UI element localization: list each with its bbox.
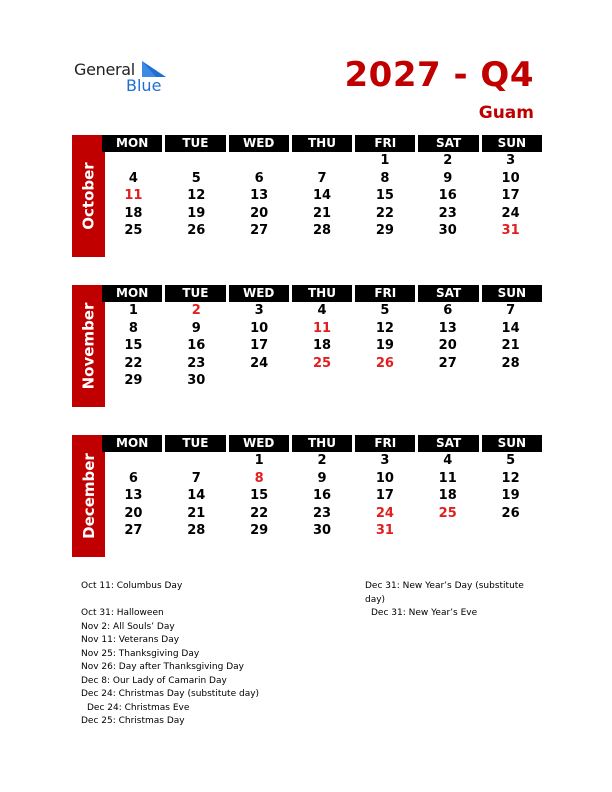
day-cell: 19 xyxy=(187,205,206,221)
empty-day-cell xyxy=(228,152,291,170)
day-cell: 12 xyxy=(501,470,520,486)
day-cell: 16 xyxy=(438,188,457,203)
day-cell: 24 xyxy=(250,355,269,371)
empty-day-cell xyxy=(353,372,416,390)
day-cell: 27 xyxy=(438,355,457,371)
holiday-note: Nov 26: Day after Thanksgiving Day xyxy=(81,662,244,672)
weekday-fri: FRI xyxy=(355,285,418,302)
day-cell: 29 xyxy=(250,523,269,538)
empty-day-cell xyxy=(228,372,291,390)
day-cell: 11 xyxy=(124,188,143,203)
weekday-tue: TUE xyxy=(165,285,228,302)
day-cell: 4 xyxy=(443,453,453,468)
day-cell: 6 xyxy=(443,303,453,318)
day-cell: 19 xyxy=(375,338,394,353)
day-cell: 2 xyxy=(191,303,201,318)
weekday-thu: THU xyxy=(292,135,355,152)
holiday-note: Nov 2: All Souls’ Day xyxy=(81,621,175,632)
empty-day-cell xyxy=(416,522,479,540)
day-cell: 7 xyxy=(317,170,327,186)
week-row xyxy=(102,337,542,355)
holiday-note xyxy=(81,594,281,608)
empty-day-cell xyxy=(165,452,228,470)
weekday-sun: SUN xyxy=(497,286,527,300)
day-cell: 9 xyxy=(443,170,453,186)
day-cell: 17 xyxy=(375,488,394,503)
day-cell: 20 xyxy=(438,338,457,353)
day-cell: 3 xyxy=(380,453,390,468)
month-grid xyxy=(102,135,542,240)
day-cell: 17 xyxy=(501,188,520,203)
day-cell: 8 xyxy=(128,320,138,336)
weekday-thu: THU xyxy=(292,285,355,302)
day-cell: 15 xyxy=(250,488,269,503)
day-cell: 6 xyxy=(254,170,264,186)
empty-day-cell xyxy=(416,372,479,390)
empty-day-cell xyxy=(102,152,165,170)
day-cell: 23 xyxy=(312,505,332,521)
day-cell: 28 xyxy=(312,223,332,238)
week-row xyxy=(102,302,542,320)
day-cell: 25 xyxy=(438,505,457,521)
day-cell: 18 xyxy=(312,338,332,353)
week-row xyxy=(102,320,542,338)
weekday-thu: THU xyxy=(292,435,355,452)
week-row xyxy=(102,522,542,540)
month-name: December xyxy=(79,453,98,539)
month-name: October xyxy=(79,162,98,230)
month-grid xyxy=(102,435,542,540)
day-cell: 8 xyxy=(254,470,264,486)
day-cell: 4 xyxy=(317,303,327,318)
day-cell: 20 xyxy=(250,205,269,221)
week-row xyxy=(102,487,542,505)
week-row xyxy=(102,205,542,223)
day-cell: 13 xyxy=(250,188,269,203)
weekday-sun: SUN xyxy=(497,136,527,150)
day-cell: 5 xyxy=(506,453,516,468)
day-cell: 15 xyxy=(124,338,143,353)
weekday-wed: WED xyxy=(229,135,292,152)
day-cell: 6 xyxy=(128,470,138,486)
day-cell: 16 xyxy=(312,488,332,503)
empty-day-cell xyxy=(479,372,542,390)
day-cell: 10 xyxy=(375,470,394,486)
day-cell: 26 xyxy=(501,505,520,521)
day-cell: 14 xyxy=(187,488,206,503)
day-cell: 14 xyxy=(312,188,332,203)
day-cell: 26 xyxy=(187,223,206,238)
holiday-note: Nov 11: Veterans Day xyxy=(81,635,180,645)
day-cell: 1 xyxy=(254,453,264,468)
weekday-fri: FRI xyxy=(355,435,418,452)
day-cell: 25 xyxy=(312,355,332,371)
day-cell: 5 xyxy=(380,303,390,318)
day-cell: 15 xyxy=(375,188,394,203)
day-cell: 11 xyxy=(438,470,457,486)
empty-day-cell xyxy=(102,452,165,470)
day-cell: 7 xyxy=(506,303,516,318)
day-cell: 7 xyxy=(191,470,201,486)
week-row xyxy=(102,452,542,470)
holiday-note: Oct 31: Halloween xyxy=(81,608,164,618)
week-row xyxy=(102,372,542,390)
day-cell: 10 xyxy=(250,320,269,336)
day-cell: 20 xyxy=(124,505,143,521)
day-cell: 24 xyxy=(375,505,394,521)
page-subtitle: Guam xyxy=(478,103,534,123)
holiday-notes-right xyxy=(365,580,545,621)
holiday-note: Dec 31: New Year’s Day (substitute day) xyxy=(365,581,524,605)
logo-triangle-icon xyxy=(142,61,166,77)
day-cell: 3 xyxy=(506,153,516,168)
month-label-tab xyxy=(72,435,105,557)
day-cell: 4 xyxy=(128,170,138,186)
week-row xyxy=(102,170,542,188)
day-cell: 22 xyxy=(124,355,143,371)
weekday-sat: SAT xyxy=(418,285,481,302)
day-cell: 11 xyxy=(312,320,332,336)
holiday-notes-left xyxy=(81,580,281,729)
day-cell: 27 xyxy=(250,223,269,238)
day-cell: 29 xyxy=(124,373,143,388)
weekday-mon: MON xyxy=(102,435,165,452)
day-cell: 31 xyxy=(501,223,520,238)
day-cell: 27 xyxy=(124,523,143,538)
day-cell: 22 xyxy=(375,205,394,221)
weekday-header xyxy=(102,285,542,302)
weekday-sun: SUN xyxy=(497,436,527,450)
weekday-sat: SAT xyxy=(418,435,481,452)
day-cell: 21 xyxy=(312,205,332,221)
day-cell: 1 xyxy=(380,153,390,168)
day-cell: 21 xyxy=(501,338,520,353)
day-cell: 10 xyxy=(501,170,520,186)
month-name: November xyxy=(79,302,98,390)
day-cell: 24 xyxy=(501,205,520,221)
week-row xyxy=(102,470,542,488)
holiday-note: Oct 11: Columbus Day xyxy=(81,581,183,591)
empty-day-cell xyxy=(479,522,542,540)
day-cell: 22 xyxy=(250,505,269,521)
holiday-note: Dec 25: Christmas Day xyxy=(81,716,185,726)
week-row xyxy=(102,222,542,240)
week-row xyxy=(102,187,542,205)
day-cell: 12 xyxy=(375,320,394,336)
month-november xyxy=(72,285,542,407)
weekday-sat: SAT xyxy=(418,135,481,152)
logo-text-blue: Blue xyxy=(126,76,162,95)
empty-day-cell xyxy=(291,152,354,170)
day-cell: 30 xyxy=(438,223,457,238)
day-cell: 28 xyxy=(187,523,206,538)
day-cell: 14 xyxy=(501,320,520,336)
page-title: 2027 - Q4 xyxy=(344,55,534,95)
month-october xyxy=(72,135,542,257)
weekday-header xyxy=(102,435,542,452)
day-cell: 30 xyxy=(187,373,206,388)
weekday-fri: FRI xyxy=(355,135,418,152)
day-cell: 29 xyxy=(375,223,394,238)
day-cell: 17 xyxy=(250,338,269,353)
day-cell: 2 xyxy=(317,453,327,468)
day-cell: 9 xyxy=(317,470,327,486)
empty-day-cell xyxy=(165,152,228,170)
day-cell: 13 xyxy=(124,488,143,503)
empty-day-cell xyxy=(291,372,354,390)
holiday-note: Dec 8: Our Lady of Camarin Day xyxy=(81,675,227,686)
day-cell: 3 xyxy=(254,303,264,318)
holiday-note: Nov 25: Thanksgiving Day xyxy=(81,648,200,659)
week-row xyxy=(102,152,542,170)
day-cell: 28 xyxy=(501,355,520,371)
day-cell: 16 xyxy=(187,338,206,353)
day-cell: 30 xyxy=(312,523,332,538)
day-cell: 1 xyxy=(128,303,138,318)
weekday-wed: WED xyxy=(229,435,292,452)
day-cell: 19 xyxy=(501,488,520,503)
logo-text-general: General xyxy=(74,60,135,79)
day-cell: 5 xyxy=(191,170,201,186)
holiday-note: Dec 31: New Year’s Eve xyxy=(371,608,478,618)
month-label-tab xyxy=(72,135,105,257)
month-grid xyxy=(102,285,542,390)
week-row xyxy=(102,505,542,523)
day-cell: 21 xyxy=(187,505,206,521)
day-cell: 12 xyxy=(187,188,206,203)
weekday-mon: MON xyxy=(102,285,165,302)
day-cell: 18 xyxy=(438,488,457,503)
day-cell: 26 xyxy=(375,355,394,371)
month-label-tab xyxy=(72,285,105,407)
holiday-note: Dec 24: Christmas Day (substitute day) xyxy=(81,689,260,699)
day-cell: 9 xyxy=(191,320,201,336)
day-cell: 31 xyxy=(375,523,394,538)
holiday-note: Dec 24: Christmas Eve xyxy=(87,702,190,713)
weekday-tue: TUE xyxy=(165,135,228,152)
brand-logo xyxy=(74,60,174,96)
day-cell: 23 xyxy=(187,355,206,371)
day-cell: 8 xyxy=(380,170,390,186)
day-cell: 2 xyxy=(443,153,453,168)
month-december xyxy=(72,435,542,557)
weekday-tue: TUE xyxy=(165,435,228,452)
day-cell: 18 xyxy=(124,205,143,221)
day-cell: 13 xyxy=(438,320,457,336)
weekday-mon: MON xyxy=(102,135,165,152)
day-cell: 23 xyxy=(438,205,457,221)
week-row xyxy=(102,355,542,373)
weekday-wed: WED xyxy=(229,285,292,302)
weekday-header xyxy=(102,135,542,152)
day-cell: 25 xyxy=(124,223,143,238)
